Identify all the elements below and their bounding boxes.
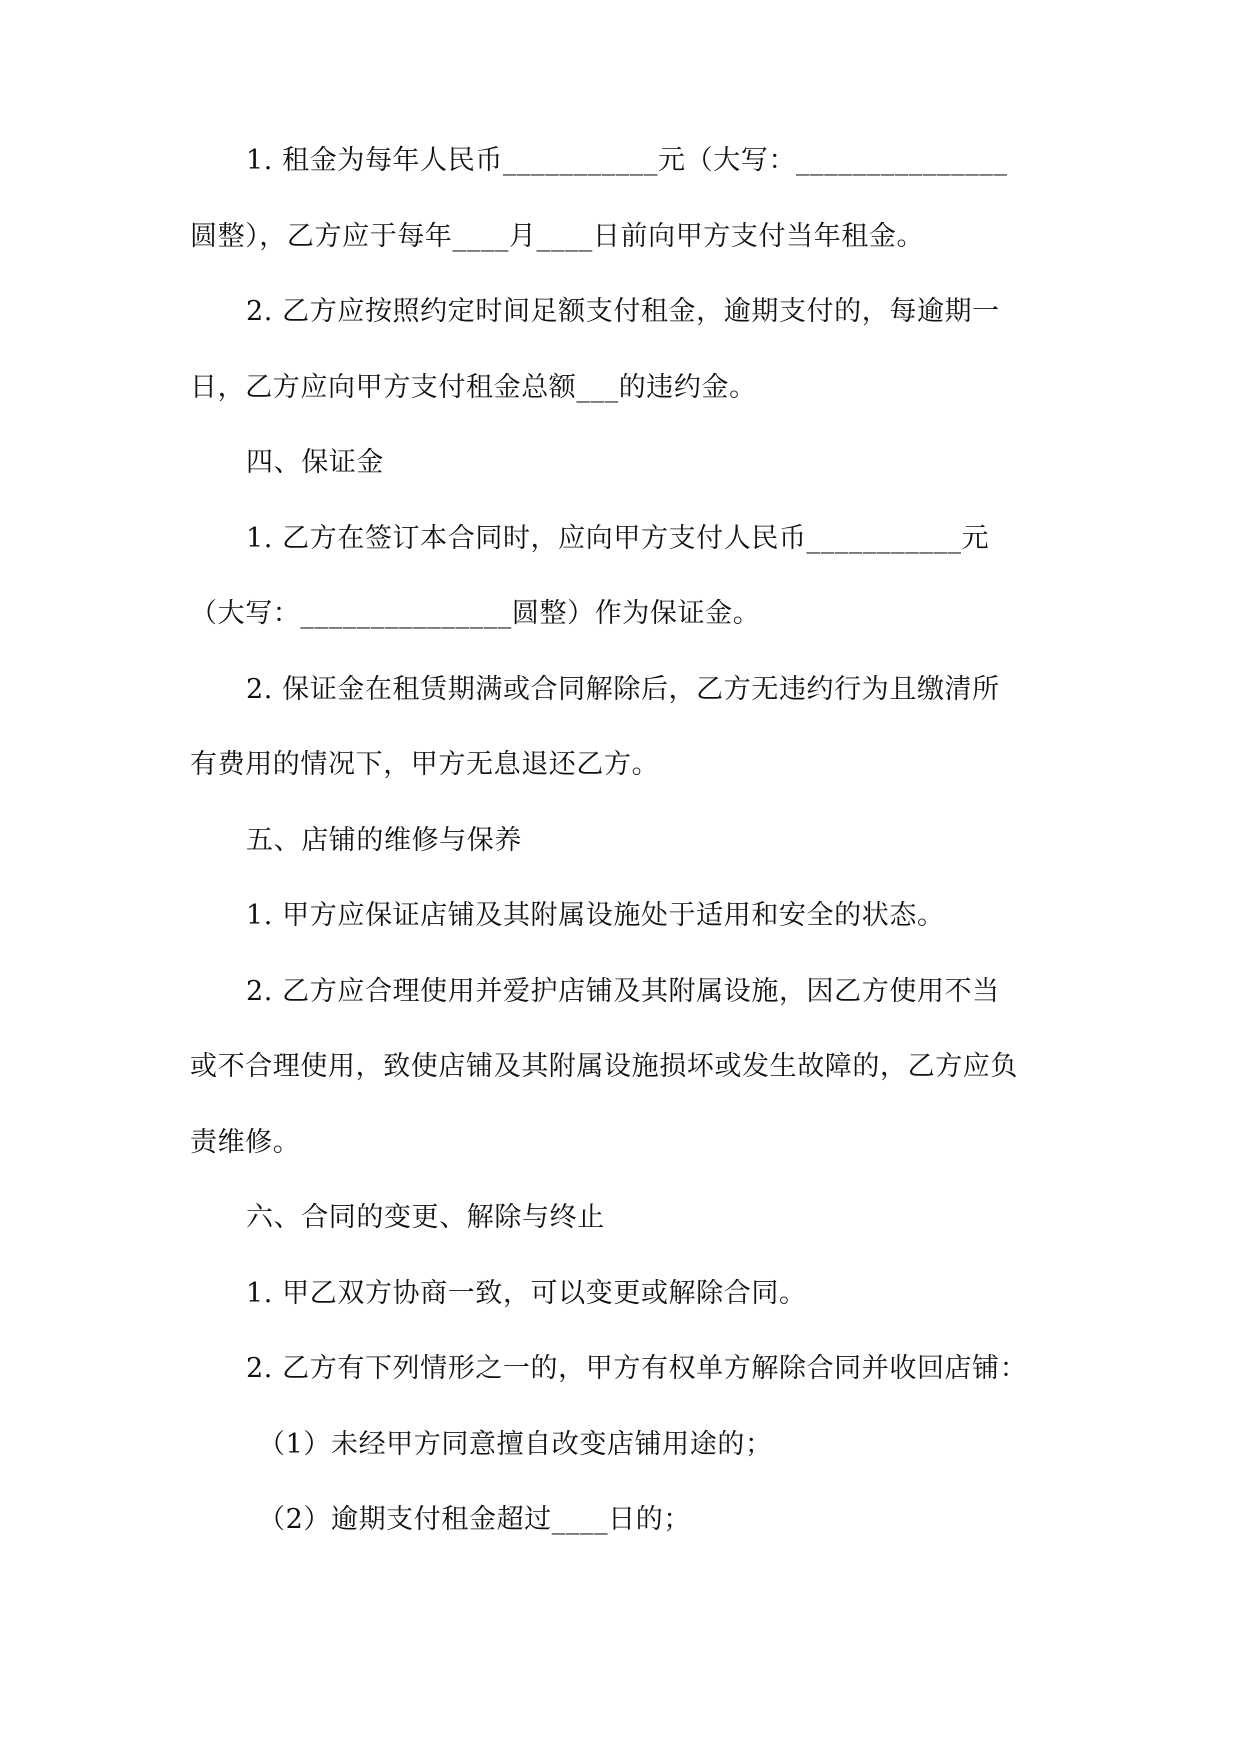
tenant-care-line: 2. 乙方应合理使用并爱护店铺及其附属设施，因乙方使用不当 <box>246 975 1000 1007</box>
mutual-change-line: 1. 甲乙双方协商一致，可以变更或解除合同。 <box>246 1277 807 1309</box>
late-payment-line-cont: 日，乙方应向甲方支付租金总额___的违约金。 <box>190 371 757 403</box>
contract-body <box>190 146 1060 1581</box>
late-payment-line: 2. 乙方应按照约定时间足额支付租金，逾期支付的，每逾期一 <box>246 296 1000 327</box>
section-heading-termination: 六、合同的变更、解除与终止 <box>246 1202 605 1233</box>
termination-item-1: （1）未经甲方同意擅自改变店铺用途的； <box>258 1428 773 1460</box>
deposit-amount-line: 1. 乙方在签订本合同时，应向甲方支付人民币___________元 <box>246 522 990 554</box>
deposit-refund-line: 2. 保证金在租赁期满或合同解除后，乙方无违约行为且缴清所 <box>246 673 1000 705</box>
section-heading-deposit: 四、保证金 <box>246 447 384 478</box>
section-heading-maintenance: 五、店铺的维修与保养 <box>246 824 522 856</box>
termination-item-2: （2）逾期支付租金超过____日的； <box>258 1504 691 1535</box>
tenant-care-line-end: 责维修。 <box>190 1126 301 1158</box>
deposit-refund-line-cont: 有费用的情况下，甲方无息退还乙方。 <box>190 749 660 780</box>
unilateral-termination-line: 2. 乙方有下列情形之一的，甲方有权单方解除合同并收回店铺： <box>246 1353 1028 1384</box>
landlord-maintenance-line: 1. 甲方应保证店铺及其附属设施处于适用和安全的状态。 <box>246 900 945 931</box>
rent-amount-line-cont: 圆整），乙方应于每年____月____日前向甲方支付当年租金。 <box>190 220 925 252</box>
rent-amount-line: 1. 租金为每年人民币___________元（大写：_______________ <box>246 145 1008 176</box>
deposit-amount-line-cont: （大写：_______________圆整）作为保证金。 <box>190 598 761 629</box>
tenant-care-line-cont: 或不合理使用，致使店铺及其附属设施损坏或发生故障的，乙方应负 <box>190 1051 1018 1082</box>
